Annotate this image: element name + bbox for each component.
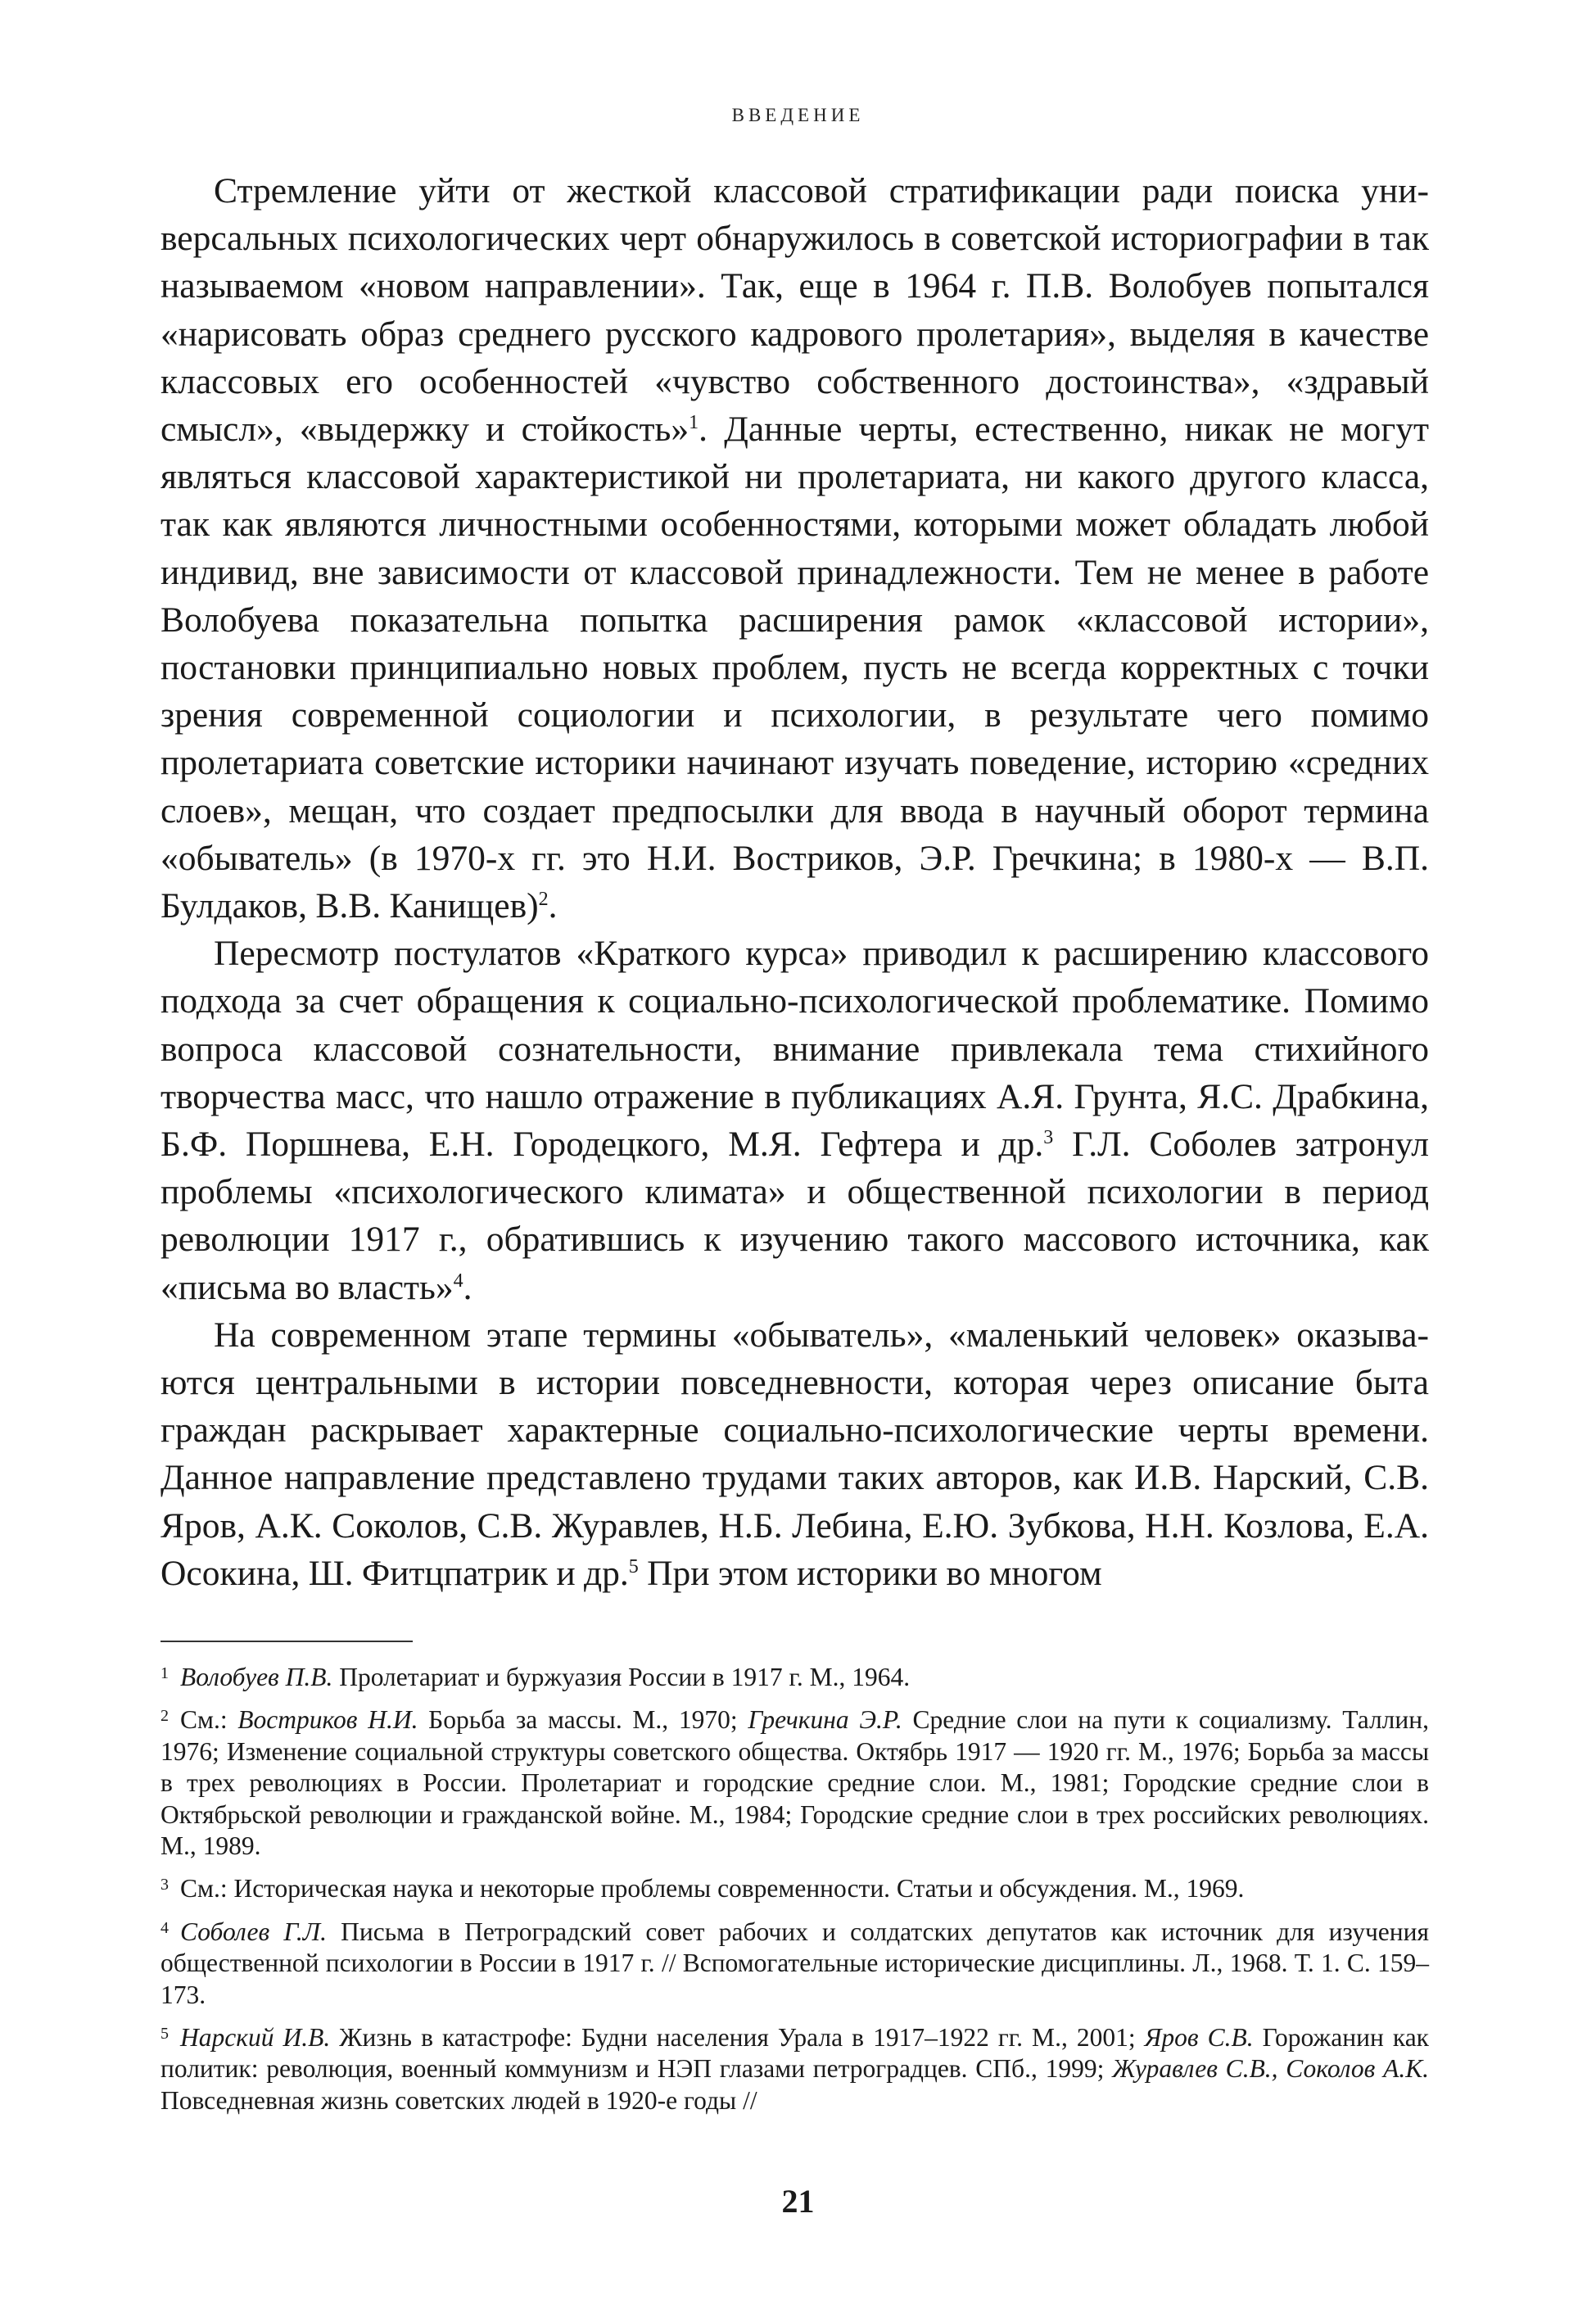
footnote-author: Нарский И.В. bbox=[180, 2023, 331, 2053]
footnote-number: 5 bbox=[161, 2025, 169, 2044]
footnote-text: См.: Историческая наука и некоторые проблемы современности. Статьи и обсуждения. М., 1969. bbox=[180, 1874, 1245, 1903]
footnote-text: Жизнь в катастрофе: Будни населения Урала в 1917–1922 гг. М., 2001; bbox=[330, 2023, 1145, 2053]
paragraph-text: . Данные черты, естественно, никак не могут являться классовой характеристикой ни пролетариата, ни какого другого класса, так как являются личностными особенностями, которыми может обладать любой индивид, вне зависимости от классовой принадлежности. Тем не менее в работе Волобуева показательна попытка расширения рамок «классовой истории», постановки принципиально новых проблем, пусть не всегда корректных с точки зрения современной социологии и психологии, в результате чего помимо пролетариата советские историки начинают изучать поведение, историю «средних слоев», мещан, что создает предпосылки для ввода в научный оборот термина «обыватель» (в 1970-х гг. это Н.И. Востриков, Э.Р. Гречкина; в 1980-х — В.П. Булдаков, В.В. Канищев) bbox=[161, 410, 1429, 926]
footnote-author: Яров С.В. bbox=[1144, 2023, 1254, 2053]
paragraph-text: На современном этапе термины «обыватель», «маленький человек» оказываются центральными в истории повседневности, которая через описание быта граждан раскрывает характерные социально-психологические черты времени. Данное направление представлено трудами таких авторов, как И.В. Нарский, С.В. Яров, А.К. Соколов, С.В. Журавлев, Н.Б. Лебина, Е.Ю. Зубкова, Н.Н. Козлова, Е.А. Осокина, Ш. Фитцпатрик и др. bbox=[161, 1315, 1429, 1593]
footnote bbox=[161, 1869, 1429, 1904]
footnote-ref[interactable]: 2 bbox=[538, 889, 549, 911]
footnote bbox=[161, 2018, 1429, 2116]
footnote-author: Востриков Н.И. bbox=[237, 1705, 418, 1735]
page-number: 21 bbox=[781, 2183, 815, 2220]
footnote-number: 4 bbox=[161, 1918, 169, 1937]
footnote-number: 1 bbox=[161, 1664, 169, 1682]
footnote-ref[interactable]: 4 bbox=[453, 1270, 463, 1292]
footnote-author: Журавлев С.В., Соколов А.К. bbox=[1112, 2054, 1429, 2084]
footnote-ref[interactable]: 1 bbox=[689, 412, 699, 434]
footnote-text: Пролетариат и буржуазия России в 1917 г. М., 1964. bbox=[332, 1663, 911, 1691]
footnote-ref[interactable]: 5 bbox=[628, 1555, 639, 1577]
footnote-text: Повседневная жизнь советских людей в 1920-е годы // bbox=[161, 2085, 757, 2115]
footnote-number: 2 bbox=[161, 1707, 169, 1726]
paragraph bbox=[161, 1311, 1429, 1597]
paragraph-text: . bbox=[463, 1267, 472, 1307]
footnote bbox=[161, 1658, 1429, 1693]
footnote-text: Горожанин как политик: революция, военный коммунизм и НЭП глазами петроградцев. СПб., 1999; bbox=[161, 2023, 1429, 2084]
footnote-divider bbox=[161, 1641, 413, 1642]
footnote bbox=[161, 1700, 1429, 1862]
paragraph bbox=[161, 167, 1429, 930]
footnote-text: См.: bbox=[180, 1705, 238, 1735]
footnote-author: Соболев Г.Л. bbox=[180, 1917, 327, 1946]
paragraph-text: Стремление уйти от жесткой классовой стратификации ради поиска универсальных психологических черт обнаружилось в советской историографии в так называемом «новом направлении». Так, еще в 1964 г. П.В. Волобуев попытался «нарисовать образ среднего русского кадрового пролетария», выделяя в качестве классовых его особенностей «чувство собственного достоинства», «здравый смысл», «выдержку и стойкость» bbox=[161, 171, 1429, 450]
footnote bbox=[161, 1912, 1429, 2011]
footnote-author: Гречкина Э.Р. bbox=[748, 1705, 902, 1735]
paragraph-text: . bbox=[548, 886, 558, 926]
footnote-text: Борьба за массы. М., 1970; bbox=[418, 1705, 748, 1735]
paragraph-text: При этом историки во многом bbox=[638, 1553, 1102, 1593]
running-head: ВВЕДЕНИЕ bbox=[731, 105, 865, 125]
footnotes bbox=[161, 1658, 1429, 2124]
paragraph-text: Г.Л. Соболев затронул проблемы «психологического климата» и общественной психологии в период революции 1917 г., обратившись к изучению такого массового источника, как «письма во власть» bbox=[161, 1125, 1429, 1307]
footnote-text: Письма в Петроградский совет рабочих и солдатских депутатов как источник для изучения общественной психологии в России в 1917 г. // Вспомогательные исторические дисциплины. Л., 1968. Т. 1. С. 159–173. bbox=[161, 1917, 1429, 2009]
footnote-ref[interactable]: 3 bbox=[1043, 1127, 1054, 1149]
footnote-text: Средние слои на пути к социализму. Таллин, 1976; Изменение социальной структуры советского общества. Октябрь 1917 — 1920 гг. М., 1976; Борьба за массы в трех революциях в России. Пролетариат и городские средние слои. М., 1981; Городские средние слои в Октябрьской революции и гражданской войне. М., 1984; Городские средние слои в трех российских революциях. М., 1989. bbox=[161, 1705, 1429, 1861]
paragraph-text: Пересмотр постулатов «Краткого курса» приводил к расширению классового подхода за счет обращения к социально-психологической проблематике. Помимо вопроса классовой сознательности, внимание привлекала тема стихийного творчества масс, что нашло отражение в публикациях А.Я. Грунта, Я.С. Драбкина, Б.Ф. Поршнева, Е.Н. Городецкого, М.Я. Гефтера и др. bbox=[161, 934, 1429, 1165]
main-text bbox=[161, 167, 1429, 1597]
footnote-author: Волобуев П.В. bbox=[180, 1663, 333, 1691]
paragraph bbox=[161, 930, 1429, 1311]
footnote-number: 3 bbox=[161, 1876, 169, 1894]
